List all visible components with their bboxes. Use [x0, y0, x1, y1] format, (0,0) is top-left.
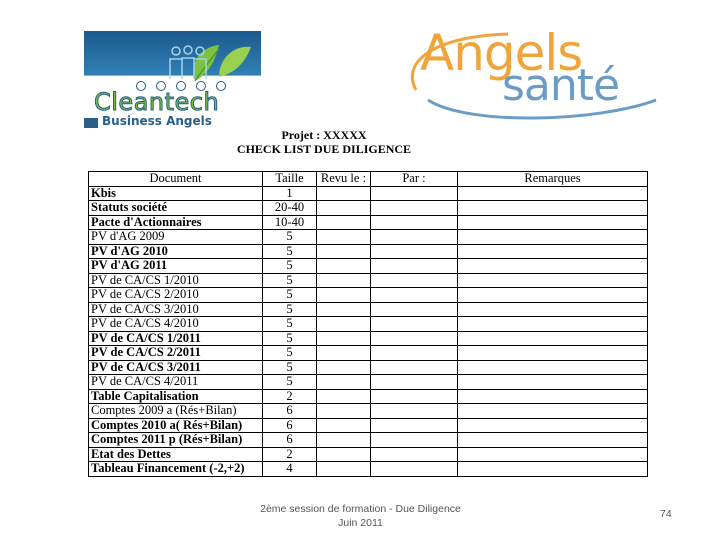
remarks-cell: [458, 375, 648, 390]
footer-date: Juin 2011: [338, 517, 383, 529]
table-row: [89, 259, 648, 274]
project-title: Projet : XXXXX: [281, 128, 367, 142]
reviewed-cell: [317, 346, 371, 361]
document-cell: PV d'AG 2011: [89, 259, 263, 274]
reviewed-cell: [317, 259, 371, 274]
remarks-cell: [458, 462, 648, 477]
by-cell: [371, 215, 458, 230]
reviewed-cell: [317, 302, 371, 317]
table-row: [89, 404, 648, 419]
reviewed-cell: [317, 375, 371, 390]
by-cell: [371, 360, 458, 375]
reviewed-cell: [317, 433, 371, 448]
by-cell: [371, 433, 458, 448]
table-row: [89, 346, 648, 361]
remarks-cell: [458, 360, 648, 375]
by-cell: [371, 259, 458, 274]
size-cell: 5: [263, 273, 317, 288]
document-cell: Comptes 2011 p (Rés+Bilan): [89, 433, 263, 448]
reviewed-cell: [317, 186, 371, 201]
remarks-cell: [458, 273, 648, 288]
size-cell: 5: [263, 360, 317, 375]
table-row: [89, 302, 648, 317]
size-cell: 5: [263, 244, 317, 259]
by-cell: [371, 346, 458, 361]
header-document: Document: [89, 172, 263, 187]
table-row: [89, 375, 648, 390]
remarks-cell: [458, 288, 648, 303]
by-cell: [371, 404, 458, 419]
table-row: [89, 418, 648, 433]
by-cell: [371, 389, 458, 404]
reviewed-cell: [317, 201, 371, 216]
table-row: [89, 288, 648, 303]
reviewed-cell: [317, 215, 371, 230]
reviewed-cell: [317, 317, 371, 332]
reviewed-cell: [317, 404, 371, 419]
document-cell: Tableau Financement (-2,+2): [89, 462, 263, 477]
table-row: [89, 215, 648, 230]
size-cell: 5: [263, 317, 317, 332]
document-cell: PV de CA/CS 4/2010: [89, 317, 263, 332]
header-size: Taille: [263, 172, 317, 187]
footer-session: 2ème session de formation - Due Diligence: [260, 503, 461, 515]
document-cell: Comptes 2010 a( Rés+Bilan): [89, 418, 263, 433]
remarks-cell: [458, 215, 648, 230]
remarks-cell: [458, 201, 648, 216]
table-row: [89, 186, 648, 201]
by-cell: [371, 302, 458, 317]
remarks-cell: [458, 331, 648, 346]
size-cell: 5: [263, 302, 317, 317]
size-cell: 5: [263, 375, 317, 390]
sante-word: santé: [502, 60, 620, 111]
due-diligence-table: [88, 171, 648, 477]
cleantech-name: Cleantech: [94, 88, 220, 116]
reviewed-cell: [317, 230, 371, 245]
table-row: [89, 273, 648, 288]
document-cell: PV d'AG 2009: [89, 230, 263, 245]
table-row: [89, 244, 648, 259]
angels-word: Angels: [420, 24, 583, 82]
document-cell: Pacte d'Actionnaires: [89, 215, 263, 230]
remarks-cell: [458, 244, 648, 259]
by-cell: [371, 462, 458, 477]
remarks-cell: [458, 186, 648, 201]
header-reviewed: Revu le :: [317, 172, 371, 187]
by-cell: [371, 244, 458, 259]
page-number: 74: [660, 508, 672, 520]
table-row: [89, 389, 648, 404]
by-cell: [371, 273, 458, 288]
reviewed-cell: [317, 331, 371, 346]
size-cell: 5: [263, 259, 317, 274]
reviewed-cell: [317, 418, 371, 433]
reviewed-cell: [317, 360, 371, 375]
document-cell: PV de CA/CS 1/2010: [89, 273, 263, 288]
by-cell: [371, 288, 458, 303]
remarks-cell: [458, 230, 648, 245]
table-header-row: [89, 172, 648, 187]
angels-sante-logo: [398, 24, 660, 126]
by-cell: [371, 331, 458, 346]
remarks-cell: [458, 346, 648, 361]
table-row: [89, 360, 648, 375]
document-cell: Comptes 2009 a (Rés+Bilan): [89, 404, 263, 419]
table-row: [89, 331, 648, 346]
size-cell: 6: [263, 418, 317, 433]
header-remarks: Remarques: [458, 172, 648, 187]
size-cell: 5: [263, 288, 317, 303]
table-row: [89, 462, 648, 477]
document-cell: Etat des Dettes: [89, 447, 263, 462]
remarks-cell: [458, 433, 648, 448]
remarks-cell: [458, 389, 648, 404]
by-cell: [371, 230, 458, 245]
by-cell: [371, 447, 458, 462]
table-row: [89, 447, 648, 462]
document-cell: PV de CA/CS 2/2010: [89, 288, 263, 303]
document-cell: PV de CA/CS 3/2011: [89, 360, 263, 375]
remarks-cell: [458, 302, 648, 317]
cleantech-subtitle: Business Angels: [102, 114, 212, 128]
size-cell: 6: [263, 433, 317, 448]
checklist-title: CHECK LIST DUE DILIGENCE: [236, 142, 412, 156]
size-cell: 5: [263, 346, 317, 361]
by-cell: [371, 186, 458, 201]
document-cell: Table Capitalisation: [89, 389, 263, 404]
by-cell: [371, 418, 458, 433]
header-by: Par :: [371, 172, 458, 187]
footer: [248, 502, 473, 530]
size-cell: 2: [263, 447, 317, 462]
size-cell: 6: [263, 404, 317, 419]
reviewed-cell: [317, 273, 371, 288]
table-row: [89, 230, 648, 245]
reviewed-cell: [317, 244, 371, 259]
document-cell: PV d'AG 2010: [89, 244, 263, 259]
document-cell: PV de CA/CS 2/2011: [89, 346, 263, 361]
size-cell: 2: [263, 389, 317, 404]
table-row: [89, 201, 648, 216]
document-cell: Kbis: [89, 186, 263, 201]
table-row: [89, 433, 648, 448]
document-cell: PV de CA/CS 1/2011: [89, 331, 263, 346]
document-cell: PV de CA/CS 4/2011: [89, 375, 263, 390]
cleantech-logo: [84, 31, 261, 129]
by-cell: [371, 375, 458, 390]
size-cell: 1: [263, 186, 317, 201]
reviewed-cell: [317, 447, 371, 462]
reviewed-cell: [317, 389, 371, 404]
size-cell: 10-40: [263, 215, 317, 230]
size-cell: 5: [263, 331, 317, 346]
remarks-cell: [458, 418, 648, 433]
document-cell: PV de CA/CS 3/2010: [89, 302, 263, 317]
reviewed-cell: [317, 462, 371, 477]
table-row: [89, 317, 648, 332]
size-cell: 5: [263, 230, 317, 245]
by-cell: [371, 201, 458, 216]
remarks-cell: [458, 317, 648, 332]
by-cell: [371, 317, 458, 332]
remarks-cell: [458, 259, 648, 274]
reviewed-cell: [317, 288, 371, 303]
remarks-cell: [458, 404, 648, 419]
size-cell: 20-40: [263, 201, 317, 216]
remarks-cell: [458, 447, 648, 462]
people-icon: [168, 45, 208, 81]
size-cell: 4: [263, 462, 317, 477]
document-cell: Statuts société: [89, 201, 263, 216]
